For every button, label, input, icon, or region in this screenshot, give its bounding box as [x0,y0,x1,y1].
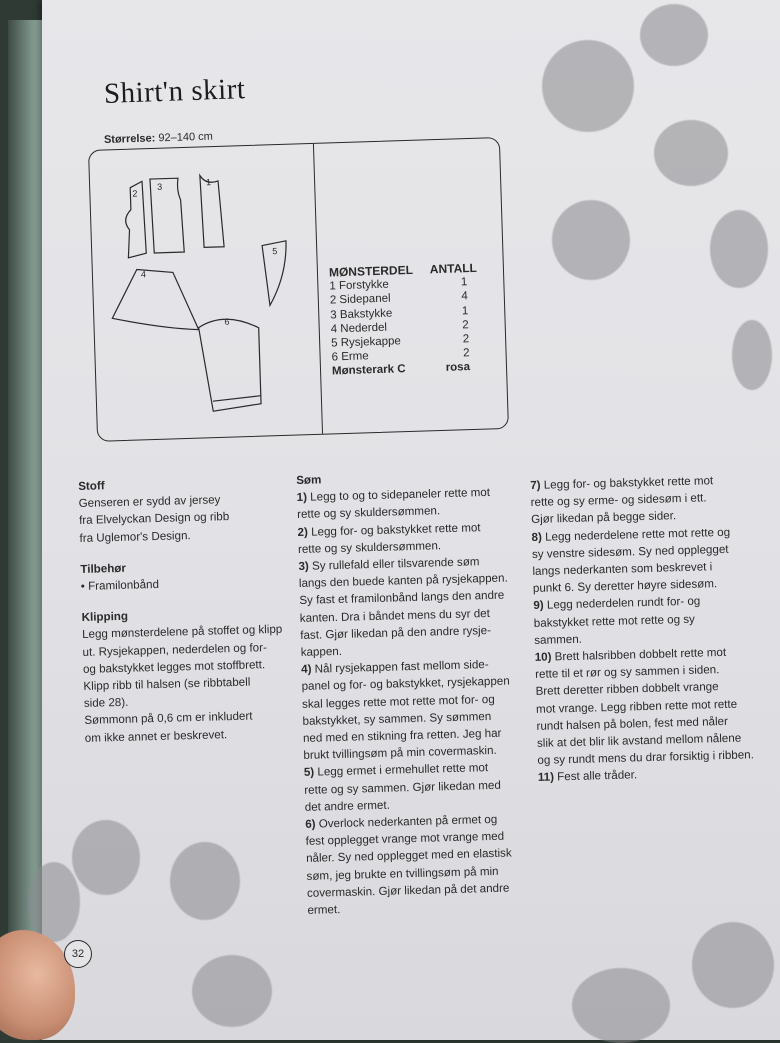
pattern-panel [88,137,509,442]
step-text: Legg for- og bakstykket rette mot [310,520,481,539]
stoff-heading: Stoff [78,479,105,493]
step-text: langs den buede kanten på rysjekappen. [298,571,508,591]
step-number: 7) [530,478,541,492]
part-name: 6 Erme [331,350,369,364]
header-part: MØNSTERDEL [328,262,414,280]
decorative-blob [542,40,634,132]
step-text: kanten. Dra i båndet mens du syr det [299,606,491,625]
tilbehor-heading: Tilbehør [80,561,127,576]
step-text: Legg for- og bakstykket rette mot [543,474,714,492]
step-text: bakstykket, sy sammen. Sy sømmen [302,709,492,728]
step-text: og sy rundt mens du drar forsiktig i ribben. [537,748,755,768]
decorative-blob [72,820,140,895]
step-text: det andre ermet. [304,798,390,814]
step-text: rette og sy sammen. Gjør likedan med [304,778,501,797]
text-line: og bakstykket legges mot stoffbrett. [82,657,266,676]
sewing-step [296,483,519,523]
step-text: sy venstre sidesøm. Sy ned opplegget [531,542,729,561]
text-line: Sømmonn på 0,6 cm er inkludert [84,709,253,728]
pattern-pieces-diagram [89,144,322,441]
pattern-piece-4 [111,268,199,333]
text-line: om ikke annet er beskrevet. [84,727,228,745]
step-text: Fest alle tråder. [557,768,638,784]
step-number: 4) [301,662,312,677]
pattern-piece-1 [200,175,224,248]
part-qty: 2 [462,318,469,332]
step-text: panel og for- og bakstykket, rysjekappen [301,674,510,694]
decorative-blob [710,210,768,288]
step-number: 8) [531,530,543,544]
step-text: mot vrange. Legg ribben rette mot rette [535,697,738,716]
tilbehor-item: • Framilonbånd [80,577,160,593]
text-line: fra Uglemor's Design. [79,528,191,545]
sheet-color: rosa [445,361,471,375]
part-qty: 1 [460,276,468,289]
part-qty: 2 [462,347,470,360]
step-number: 10) [534,650,552,664]
part-qty: 4 [461,290,468,303]
step-text: punkt 6. Sy deretter høyre sidesøm. [532,577,718,596]
sewing-column-2 [530,470,780,786]
step-text: rette og sy skuldersømmen. [297,539,442,556]
step-text: kappen. [300,644,343,659]
step-text: Legg ermet i ermehullet rette mot [317,761,489,779]
step-text: søm, jeg brukte en tvillingsøm på min [306,864,499,883]
step-text: fast. Gjør likedan på den andre rysje- [300,623,492,642]
step-text: langs nederkanten som beskrevet i [532,560,713,578]
materials-column [78,473,295,747]
step-text: covermaskin. Gjør likedan på det andre [306,881,510,900]
step-text: Sy fast et framilonbånd langs den andre [299,589,505,608]
sewing-step [535,642,780,769]
step-text: rundt halsen på bolen, fest med nåler [536,714,729,733]
step-text: Legg nederdelen rundt for- og [546,595,701,613]
part-name: 1 Forstykke [329,278,390,293]
text-line: Klipp ribb til halsen (se ribbtabell [83,675,251,693]
part-name: 3 Bakstykke [330,307,393,322]
klipping-text [82,621,295,747]
step-text: skal legges rette mot rette mot for- og [301,692,495,711]
step-text: Sy rullefald eller tilsvarende søm [311,555,480,573]
part-label-1: 1 [205,177,212,188]
text-line: fra Elvelyckan Design og ribb [78,510,230,528]
sewing-step [298,552,523,661]
step-number: 6) [305,817,316,831]
sewing-step [533,591,780,649]
step-text: bakstykket rette mot rette og sy [533,612,696,630]
som-heading: Søm [296,473,322,487]
sewing-column-1 [296,466,530,919]
step-number: 3) [298,559,309,573]
part-label-6: 6 [224,316,230,327]
part-name: 5 Rysjekappe [331,335,402,350]
header-qty: ANTALL [429,260,478,277]
sewing-steps-7-11 [530,470,780,786]
parts-rows [329,275,480,365]
step-text: ermet. [307,903,341,917]
decorative-blob [170,842,240,920]
sewing-step [530,470,780,528]
text-line: Genseren er sydd av jersey [78,493,221,511]
step-text: Gjør likedan på begge sider. [530,509,677,527]
step-number: 1) [296,490,308,505]
step-text: Overlock nederkanten på ermet og [318,812,498,831]
stoff-text [78,490,289,547]
step-number: 2) [297,525,309,539]
part-label-5: 5 [272,246,278,257]
decorative-blob [192,955,272,1027]
decorative-blob [654,120,728,186]
size-value: 92–140 cm [158,130,213,145]
step-text: Legg nederdelene rette mot rette og [544,525,731,544]
part-name: 2 Sidepanel [329,292,391,307]
part-name: 4 Nederdel [330,321,388,336]
hem-line [213,396,261,402]
step-text: Brett halsribben dobbelt rette mot [554,645,727,664]
decorative-blob [692,922,774,1008]
pattern-piece-3 [150,178,184,253]
page-number: 32 [64,940,92,968]
step-text: rette til et rør og sy sammen i siden. [535,663,720,682]
sewing-step [305,810,530,919]
text-line: side 28). [83,695,129,711]
sewing-step [297,518,520,558]
sewing-steps-1-6 [296,483,529,919]
part-label-4: 4 [140,269,147,280]
part-label-3: 3 [157,181,163,192]
klipping-heading: Klipping [81,609,129,625]
sewing-step [301,655,526,764]
text-line: ut. Rysjekappen, nederdelen og for- [82,640,268,659]
step-number: 5) [303,766,315,780]
part-label-2: 2 [132,188,138,199]
sewing-step [304,759,527,816]
step-text: fest opplegget vrange mot vrange med [305,829,505,849]
decorative-blob [552,200,630,280]
decorative-blob [572,968,670,1043]
step-text: Nål rysjekappen fast mellom side- [314,658,489,676]
step-text: nåler. Sy ned opplegget med en elastisk [305,846,512,866]
step-text: Legg to og to sidepaneler rette mot [310,486,491,504]
step-text: rette og sy erme- og sidesøm i ett. [530,491,707,510]
step-text: rette og sy skuldersømmen. [296,504,441,522]
page-title: Shirt'n skirt [103,73,246,110]
step-text: Brett deretter ribben dobbelt vrange [535,680,719,699]
text-line: Legg mønsterdelene på stoffet og klipp [81,623,283,642]
sheet-label: Mønsterark C [331,363,406,378]
step-text: sammen. [534,632,583,647]
decorative-blob [732,320,772,390]
pattern-piece-6 [198,318,261,411]
sewing-step [531,522,780,597]
step-text: brukt tvillingsøm på min covermaskin. [303,744,497,763]
decorative-blob [28,862,80,942]
pattern-parts-table [329,261,480,379]
step-number: 11) [537,770,555,785]
size-label: Størrelse: [103,132,156,146]
decorative-blob [640,4,708,66]
part-qty: 2 [462,333,470,346]
step-text: ned med en stikning fra retten. Jeg har [302,726,502,745]
step-number: 9) [533,599,544,613]
step-text: slik at det blir lik avstand mellom nålene [536,731,742,750]
part-qty: 1 [461,304,469,317]
